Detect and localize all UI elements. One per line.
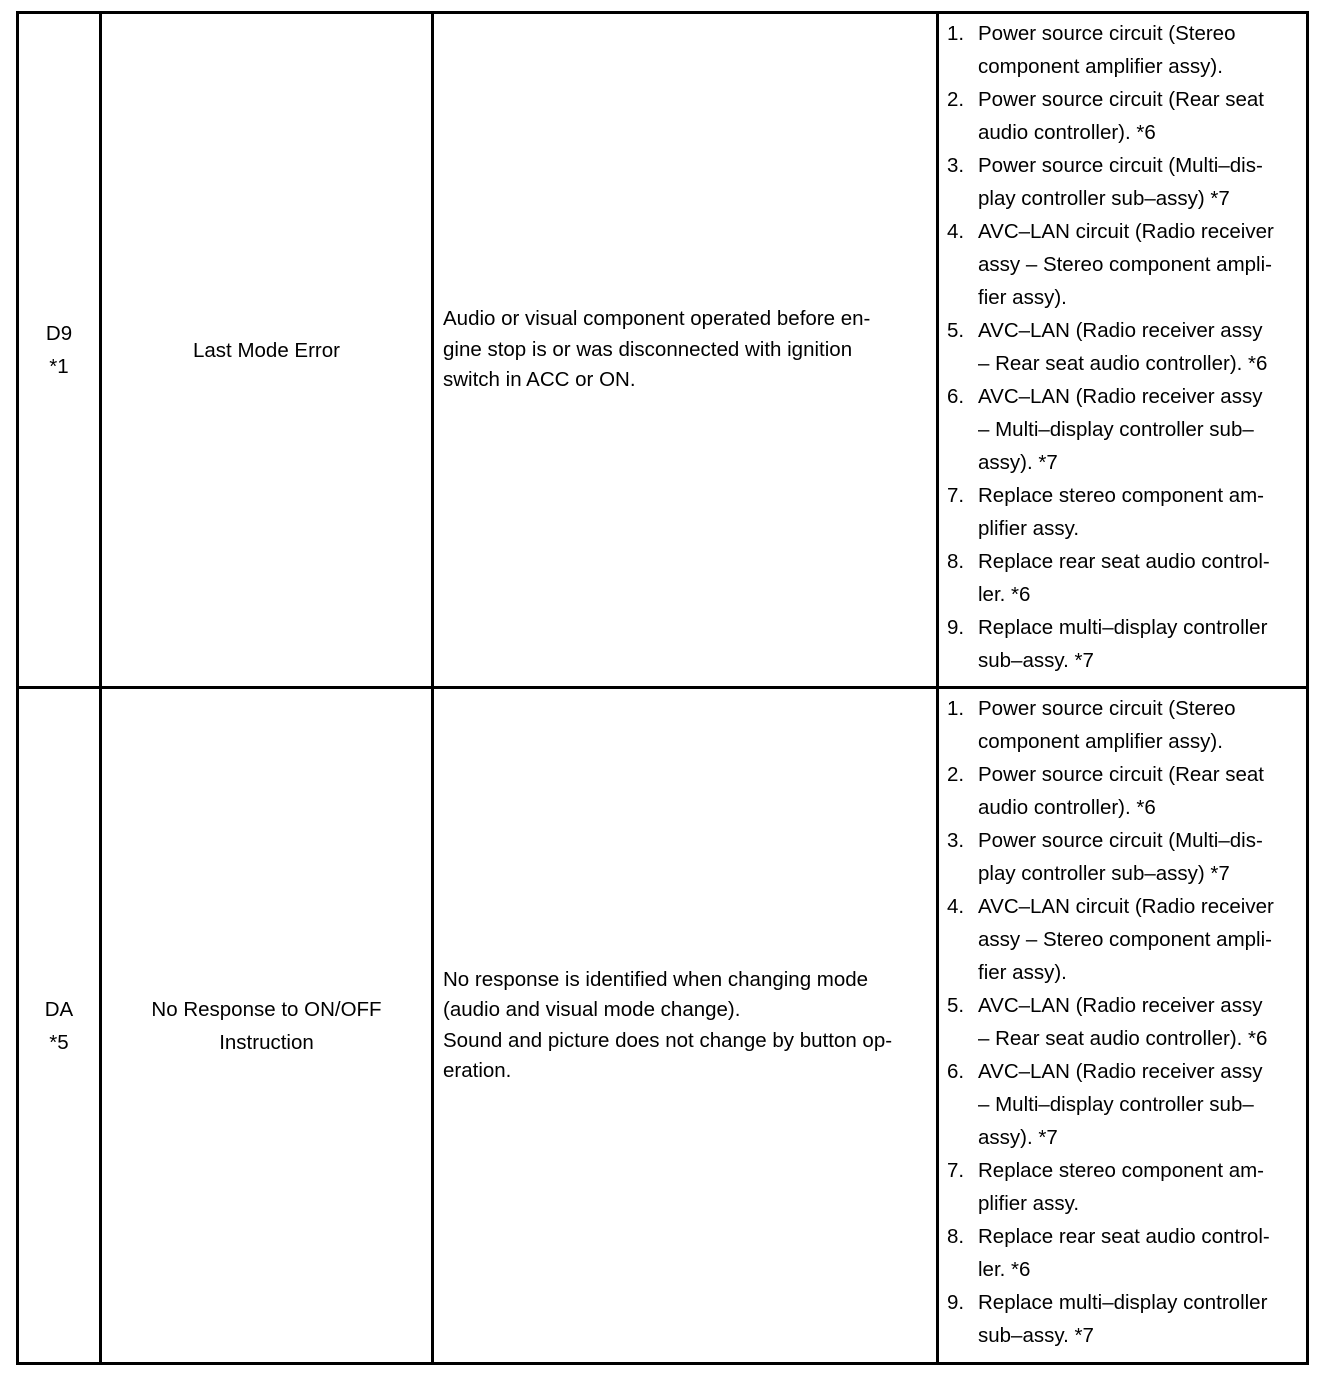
list-item [947, 149, 1298, 215]
item-text: audio controller). *6 [978, 121, 1156, 144]
item-text: Replace rear seat audio control- [978, 550, 1270, 573]
item-text: ler. *6 [978, 1258, 1031, 1281]
list-item [947, 758, 1298, 824]
item-text: – Multi–display controller sub– [978, 1093, 1254, 1116]
table-row [18, 688, 1308, 1364]
item-text: AVC–LAN (Radio receiver assy [978, 1060, 1263, 1083]
item-number: 2. [947, 763, 965, 786]
list-item [947, 890, 1298, 989]
item-number: 8. [947, 1225, 965, 1248]
item-text: AVC–LAN (Radio receiver assy [978, 994, 1263, 1017]
item-text: Replace stereo component am- [978, 484, 1265, 507]
list-item [947, 545, 1298, 611]
description-line: gine stop is or was disconnected with ignition [443, 337, 853, 361]
detection-item: No Response to ON/OFF [151, 997, 382, 1021]
description-line: (audio and visual mode change). [443, 998, 741, 1021]
item-text: assy – Stereo component ampli- [978, 928, 1272, 951]
list-item [947, 17, 1298, 83]
item-number: 9. [947, 616, 965, 639]
list-item [947, 479, 1298, 545]
item-number: 5. [947, 319, 965, 342]
item-number: 9. [947, 1291, 965, 1314]
item-text: Power source circuit (Multi–dis- [978, 154, 1263, 177]
dtc-note: *5 [49, 1030, 69, 1054]
list-item [947, 1055, 1298, 1154]
item-number: 1. [947, 22, 965, 45]
item-text: Replace multi–display controller [978, 616, 1268, 639]
item-text: sub–assy. *7 [978, 1324, 1094, 1347]
item-text: AVC–LAN circuit (Radio receiver [978, 895, 1274, 918]
item-text: plifier assy. [978, 1192, 1080, 1215]
list-item [947, 380, 1298, 479]
item-text: fier assy). [978, 961, 1067, 984]
detection-item-cell [101, 13, 433, 688]
trouble-description-cell [433, 688, 938, 1364]
description-line: No response is identified when changing mode [443, 967, 869, 991]
list-item [947, 314, 1298, 380]
item-number: 7. [947, 484, 965, 507]
item-text: audio controller). *6 [978, 796, 1156, 819]
item-text: Replace rear seat audio control- [978, 1225, 1270, 1248]
item-number: 3. [947, 154, 965, 177]
list-item [947, 611, 1298, 677]
list-item [947, 989, 1298, 1055]
trouble-area-cell [938, 13, 1308, 688]
item-number: 4. [947, 895, 965, 918]
item-text: Power source circuit (Rear seat [978, 88, 1264, 111]
item-text: sub–assy. *7 [978, 649, 1094, 672]
list-item [947, 215, 1298, 314]
list-item [947, 1286, 1298, 1352]
description-line: eration. [443, 1059, 512, 1082]
item-number: 8. [947, 550, 965, 573]
detection-item-cell [101, 688, 433, 1364]
item-number: 3. [947, 829, 965, 852]
item-number: 6. [947, 385, 965, 408]
item-text: component amplifier assy). [978, 55, 1223, 78]
item-text: AVC–LAN (Radio receiver assy [978, 319, 1263, 342]
description-line: switch in ACC or ON. [443, 368, 636, 392]
list-item [947, 1220, 1298, 1286]
list-item [947, 83, 1298, 149]
item-text: Power source circuit (Stereo [978, 697, 1236, 720]
dtc-code-cell [18, 13, 101, 688]
detection-item: Instruction [219, 1030, 314, 1054]
description-line: Audio or visual component operated before en- [443, 307, 871, 331]
item-text: AVC–LAN circuit (Radio receiver [978, 220, 1274, 243]
item-text: assy). *7 [978, 451, 1058, 474]
list-item [947, 692, 1298, 758]
trouble-area-cell [938, 688, 1308, 1364]
item-text: plifier assy. [978, 517, 1080, 540]
item-text: ler. *6 [978, 583, 1031, 606]
dtc-code-cell [18, 688, 101, 1364]
item-text: play controller sub–assy) *7 [978, 862, 1230, 885]
dtc-code: D9 [45, 322, 73, 345]
item-text: Replace stereo component am- [978, 1159, 1265, 1182]
item-text: – Rear seat audio controller). *6 [978, 1027, 1268, 1050]
item-text: assy – Stereo component ampli- [978, 253, 1272, 276]
item-text: play controller sub–assy) *7 [978, 187, 1230, 210]
item-text: Power source circuit (Multi–dis- [978, 829, 1263, 852]
item-text: – Multi–display controller sub– [978, 418, 1254, 441]
trouble-area-list [947, 692, 1298, 1352]
dtc-code: DA [44, 997, 74, 1021]
item-text: – Rear seat audio controller). *6 [978, 352, 1268, 375]
list-item [947, 824, 1298, 890]
item-text: component amplifier assy). [978, 730, 1223, 753]
item-text: AVC–LAN (Radio receiver assy [978, 385, 1263, 408]
item-text: assy). *7 [978, 1126, 1058, 1149]
item-number: 4. [947, 220, 965, 243]
detection-item: Last Mode Error [193, 338, 340, 362]
item-number: 5. [947, 994, 965, 1017]
item-text: Power source circuit (Stereo [978, 22, 1236, 45]
trouble-description-cell [433, 13, 938, 688]
item-text: fier assy). [978, 286, 1067, 309]
dtc-note: *1 [49, 355, 69, 378]
dtc-table [16, 11, 1309, 1365]
list-item [947, 1154, 1298, 1220]
item-text: Power source circuit (Rear seat [978, 763, 1264, 786]
description-line: Sound and picture does not change by button op- [443, 1028, 893, 1052]
table-row [18, 13, 1308, 688]
item-number: 1. [947, 697, 965, 720]
item-number: 2. [947, 88, 965, 111]
item-number: 7. [947, 1159, 965, 1182]
trouble-area-list [947, 17, 1298, 677]
item-number: 6. [947, 1060, 965, 1083]
item-text: Replace multi–display controller [978, 1291, 1268, 1314]
